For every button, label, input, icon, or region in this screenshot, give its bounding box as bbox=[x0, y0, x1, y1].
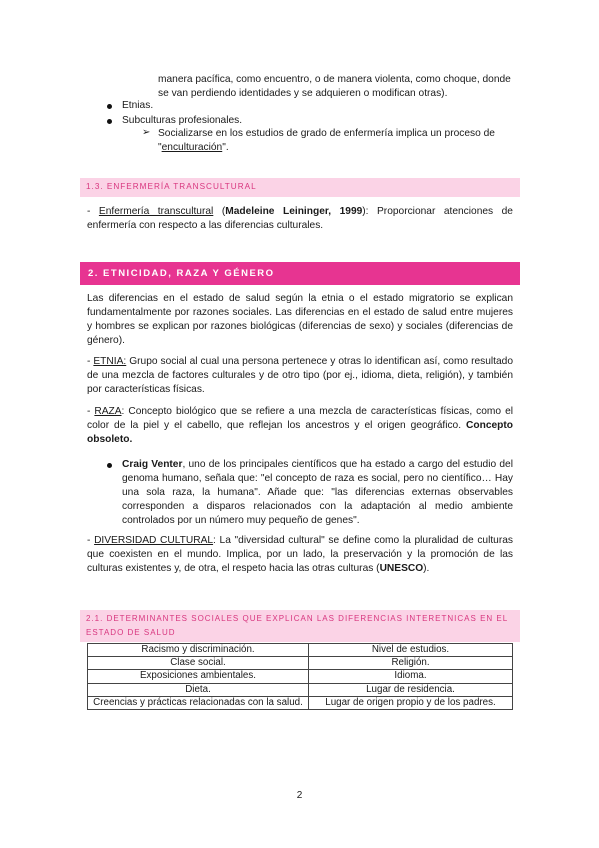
diversidad-term: DIVERSIDAD CULTURAL bbox=[94, 535, 214, 546]
sub-bullet-enculturacion bbox=[158, 127, 518, 155]
venter-name: Craig Venter bbox=[122, 459, 183, 470]
unesco-source: UNESCO bbox=[379, 562, 424, 574]
table-cell: Nivel de estudios. bbox=[309, 644, 513, 657]
determinantes-table bbox=[87, 643, 513, 710]
paren: ( bbox=[213, 206, 226, 217]
section-2-1-heading-line1: 2.1. DETERMINANTES SOCIALES QUE EXPLICAN LAS DIFERENCIAS INTERETNICAS EN EL bbox=[86, 614, 509, 623]
table-row bbox=[88, 657, 513, 670]
raza-term: RAZA bbox=[94, 406, 122, 417]
leininger-author: Madeleine Leininger, 1999 bbox=[225, 206, 363, 217]
table-cell: Clase social. bbox=[88, 657, 309, 670]
enfermeria-transcultural-term: Enfermería transcultural bbox=[98, 206, 214, 217]
section-1-3-heading-bar bbox=[80, 178, 520, 197]
diversidad-text: : La "diversidad cultural" se define como la pluralidad de culturas que coexisten en el mundo. Implica, por un lado, la preservación y la promoción de las culturas existentes y, de otra, el respeto hacia las otras culturas ( bbox=[87, 535, 513, 574]
table-row bbox=[88, 683, 513, 696]
bullet-icon bbox=[107, 104, 112, 109]
table-cell: Creencias y prácticas relacionadas con la salud. bbox=[88, 696, 309, 709]
diversidad-paragraph bbox=[87, 534, 513, 576]
enculturacion-term: enculturación bbox=[161, 141, 223, 153]
enfermeria-transcultural-text: ): Proporcionar atenciones de enfermería con respecto a las diferencias culturales. bbox=[87, 206, 513, 231]
section-2-intro-paragraph: Las diferencias en el estado de salud según la etnia o el estado migratorio se explican fundamentalmente por razones sociales. Las diferencias en el estado de salud entre mujeres y hombres se explican por razones biológicas (diferencias de sexo) y sociales (diferencias de género). bbox=[87, 293, 513, 346]
etnia-term: ETNIA: bbox=[93, 356, 127, 367]
table-cell: Religión. bbox=[309, 657, 513, 670]
table-cell: Lugar de residencia. bbox=[309, 683, 513, 696]
table-row bbox=[88, 644, 513, 657]
raza-text: : Concepto biológico que se refiere a una mezcla de características físicas, como el color de la piel y el cabello, que reflejan los ancestros y el origen geográfico. bbox=[87, 406, 513, 431]
section-2-heading: 2. ETNICIDAD, RAZA Y GÉNERO bbox=[88, 268, 275, 279]
arrow-bullet-icon: ➢ bbox=[142, 127, 151, 138]
venter-paragraph bbox=[122, 458, 513, 528]
table-cell: Lugar de origen propio y de los padres. bbox=[309, 696, 513, 709]
sub-bullet-pre: Socializarse en los estudios de grado de enfermería implica un proceso de " bbox=[158, 128, 495, 153]
raza-paragraph bbox=[87, 405, 513, 447]
bullet-icon bbox=[107, 463, 112, 468]
bullet-subculturas: Subculturas profesionales. bbox=[122, 115, 243, 126]
table-cell: Racismo y discriminación. bbox=[88, 644, 309, 657]
etnia-text: Grupo social al cual una persona pertenece y otras lo identifican así, como resultado de una mezcla de factores culturales y de otro tipo (por ej., idioma, dieta, religión), y también por características físicas. bbox=[87, 356, 513, 395]
page-number: 2 bbox=[296, 790, 303, 801]
table-cell: Dieta. bbox=[88, 683, 309, 696]
bullet-etnias: Etnias. bbox=[122, 100, 154, 111]
table-row bbox=[88, 670, 513, 683]
dash: - bbox=[87, 406, 95, 417]
table-cell: Exposiciones ambientales. bbox=[88, 670, 309, 683]
venter-text: , uno de los principales científicos que ha estado a cargo del estudio del genoma humano, señala que: "el concepto de raza es social, pero no científico… Hay una sola raza, la humana". Añade que: "las diferencias externas observables corresponden a disparos relacionados con la adaptación al medio ambiente controlados por un número muy pequeño de genes". bbox=[122, 459, 513, 526]
enfermeria-transcultural-paragraph bbox=[87, 205, 513, 233]
dash: - bbox=[87, 206, 99, 217]
dash: - bbox=[87, 356, 94, 367]
etnia-paragraph bbox=[87, 355, 513, 397]
close-paren: ). bbox=[423, 562, 430, 574]
section-2-1-heading-line2: ESTADO DE SALUD bbox=[86, 628, 176, 637]
table-row bbox=[88, 696, 513, 709]
dash: - bbox=[87, 535, 95, 546]
section-2-1-heading-bar bbox=[80, 610, 520, 642]
sub-bullet-post: ". bbox=[222, 141, 229, 153]
table-cell: Idioma. bbox=[309, 670, 513, 683]
raza-obsolete: Concepto obsoleto. bbox=[87, 419, 513, 445]
section-2-heading-bar bbox=[80, 262, 520, 285]
intro-continuation: manera pacífica, como encuentro, o de manera violenta, como choque, donde se van perdiendo identidades y se adquieren o modifican otras). bbox=[158, 74, 511, 99]
bullet-icon bbox=[107, 119, 112, 124]
section-1-3-heading: 1.3. ENFERMERÍA TRANSCULTURAL bbox=[86, 182, 257, 191]
